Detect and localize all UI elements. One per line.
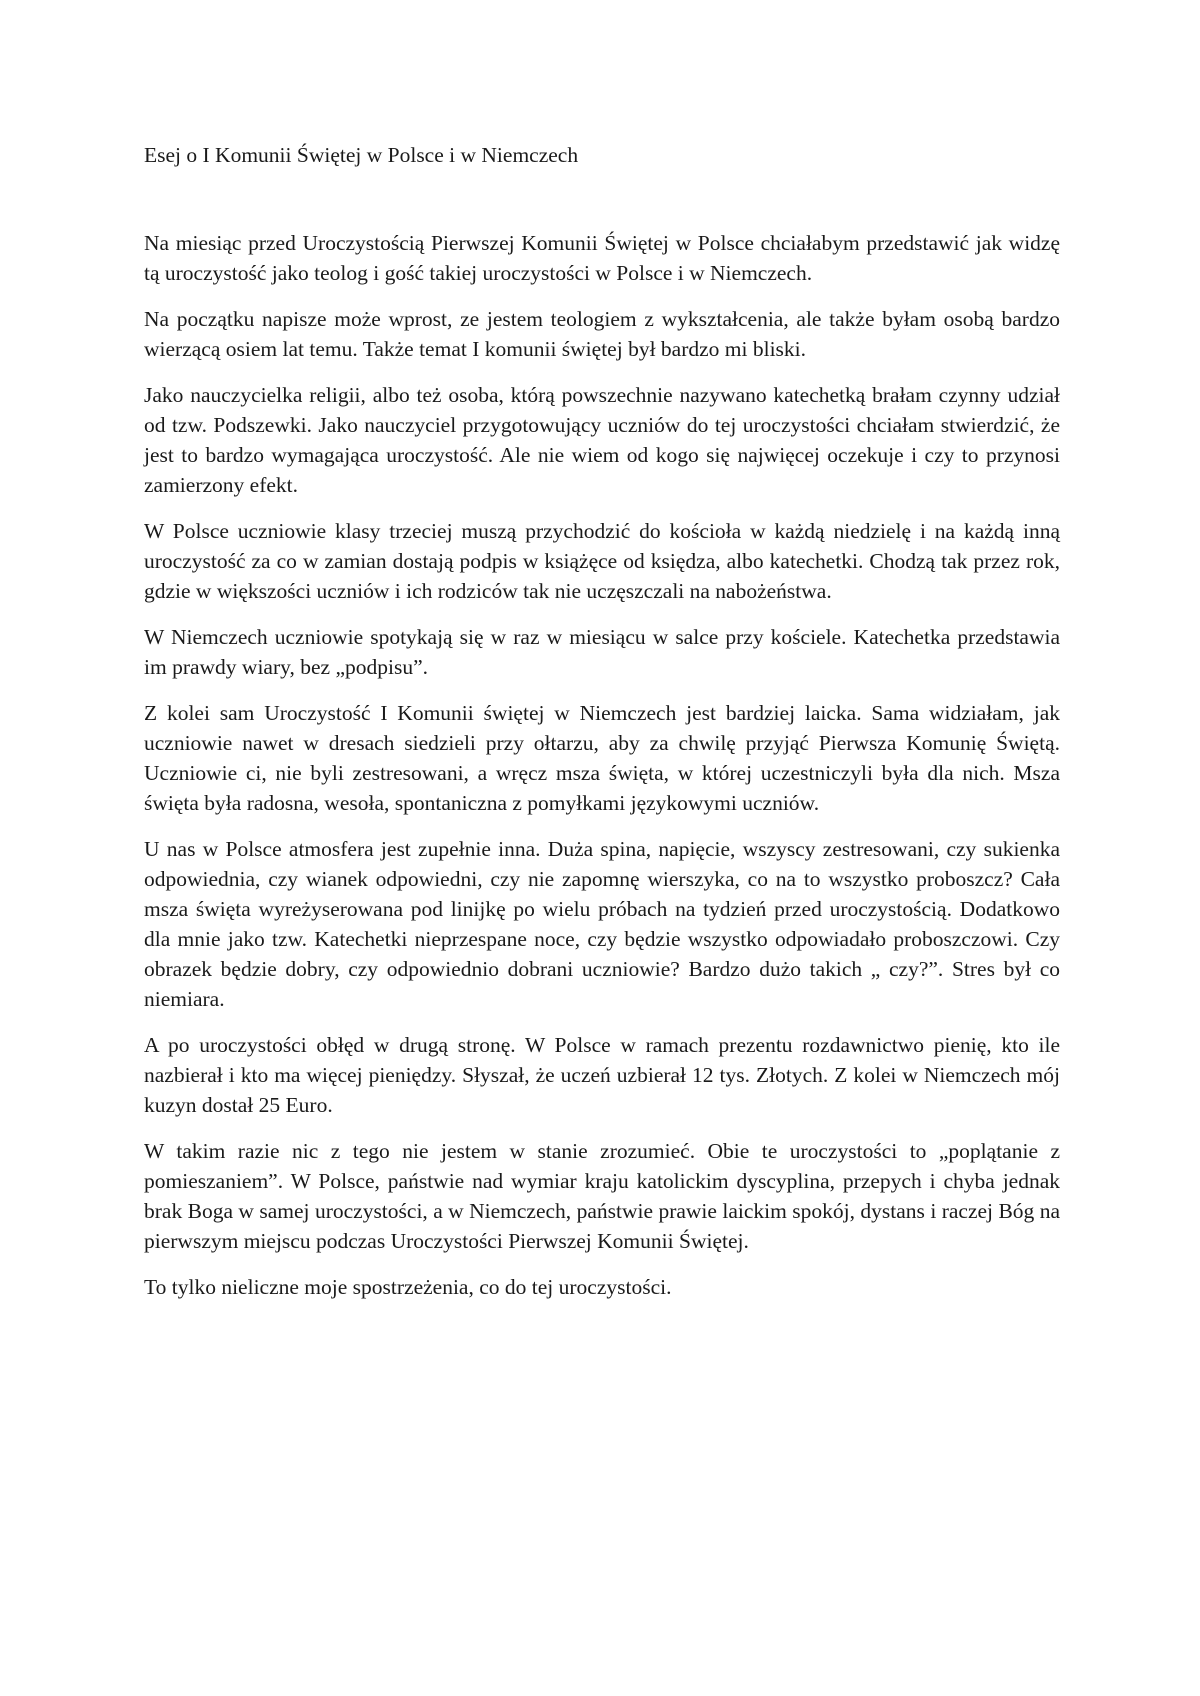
- paragraph: Na miesiąc przed Uroczystością Pierwszej Komunii Świętej w Polsce chciałabym przedstawić jak widzę tą uroczystość jako teolog i gość takiej uroczystości w Polsce i w Niemczech.: [144, 231, 1060, 285]
- paragraph: W Niemczech uczniowie spotykają się w raz w miesiącu w salce przy kościele. Katechetka przedstawia im prawdy wiary, bez „podpisu”.: [144, 625, 1060, 679]
- paragraph: Z kolei sam Uroczystość I Komunii świętej w Niemczech jest bardziej laicka. Sama widziałam, jak uczniowie nawet w dresach siedzieli przy ołtarzu, aby za chwilę przyjąć Pierwsza Komunię Świętą. Uczniowie ci, nie byli zestresowani, a wręcz msza święta, w której uczestniczyli była dla nich. Msza święta była radosna, wesoła, spontaniczna z pomyłkami językowymi uczniów.: [144, 701, 1060, 815]
- document-title: Esej o I Komunii Świętej w Polsce i w Niemczech: [144, 143, 579, 167]
- document-body: [144, 140, 1060, 1318]
- closing-paragraph: To tylko nieliczne moje spostrzeżenia, co do tej uroczystości.: [144, 1275, 672, 1299]
- paragraph: A po uroczystości obłęd w drugą stronę. W Polsce w ramach prezentu rozdawnictwo pienię, kto ile nazbierał i kto ma więcej pieniędzy. Słyszał, że uczeń uzbierał 12 tys. Złotych. Z kolei w Niemczech mój kuzyn dostał 25 Euro.: [144, 1033, 1060, 1117]
- paragraph: U nas w Polsce atmosfera jest zupełnie inna. Duża spina, napięcie, wszyscy zestresowani, czy sukienka odpowiednia, czy wianek odpowiedni, czy nie zapomnę wierszyka, co na to wszystko proboszcz? Cała msza święta wyreżyserowana pod linijkę po wielu próbach na tydzień przed uroczystością. Dodatkowo dla mnie jako tzw. Katechetki nieprzespane noce, czy będzie wszystko odpowiadało proboszczowi. Czy obrazek będzie dobry, czy odpowiednio dobrani uczniowie? Bardzo dużo takich „ czy?”. Stres był co niemiara.: [144, 837, 1060, 1011]
- paragraph: Jako nauczycielka religii, albo też osoba, którą powszechnie nazywano katechetką brałam czynny udział od tzw. Podszewki. Jako nauczyciel przygotowujący uczniów do tej uroczystości chciałam stwierdzić, że jest to bardzo wymagająca uroczystość. Ale nie wiem od kogo się najwięcej oczekuje i czy to przynosi zamierzony efekt.: [144, 383, 1060, 497]
- paragraph: W takim razie nic z tego nie jestem w stanie zrozumieć. Obie te uroczystości to „poplątanie z pomieszaniem”. W Polsce, państwie nad wymiar kraju katolickim dyscyplina, przepych i chyba jednak brak Boga w samej uroczystości, a w Niemczech, państwie prawie laickim spokój, dystans i raczej Bóg na pierwszym miejscu podczas Uroczystości Pierwszej Komunii Świętej.: [144, 1139, 1060, 1253]
- paragraph: Na początku napisze może wprost, ze jestem teologiem z wykształcenia, ale także byłam osobą bardzo wierzącą osiem lat temu. Także temat I komunii świętej był bardzo mi bliski.: [144, 307, 1060, 361]
- paragraph: W Polsce uczniowie klasy trzeciej muszą przychodzić do kościoła w każdą niedzielę i na każdą inną uroczystość za co w zamian dostają podpis w książęce od księdza, albo katechetki. Chodzą tak przez rok, gdzie w większości uczniów i ich rodziców tak nie uczęszczali na nabożeństwa.: [144, 519, 1060, 603]
